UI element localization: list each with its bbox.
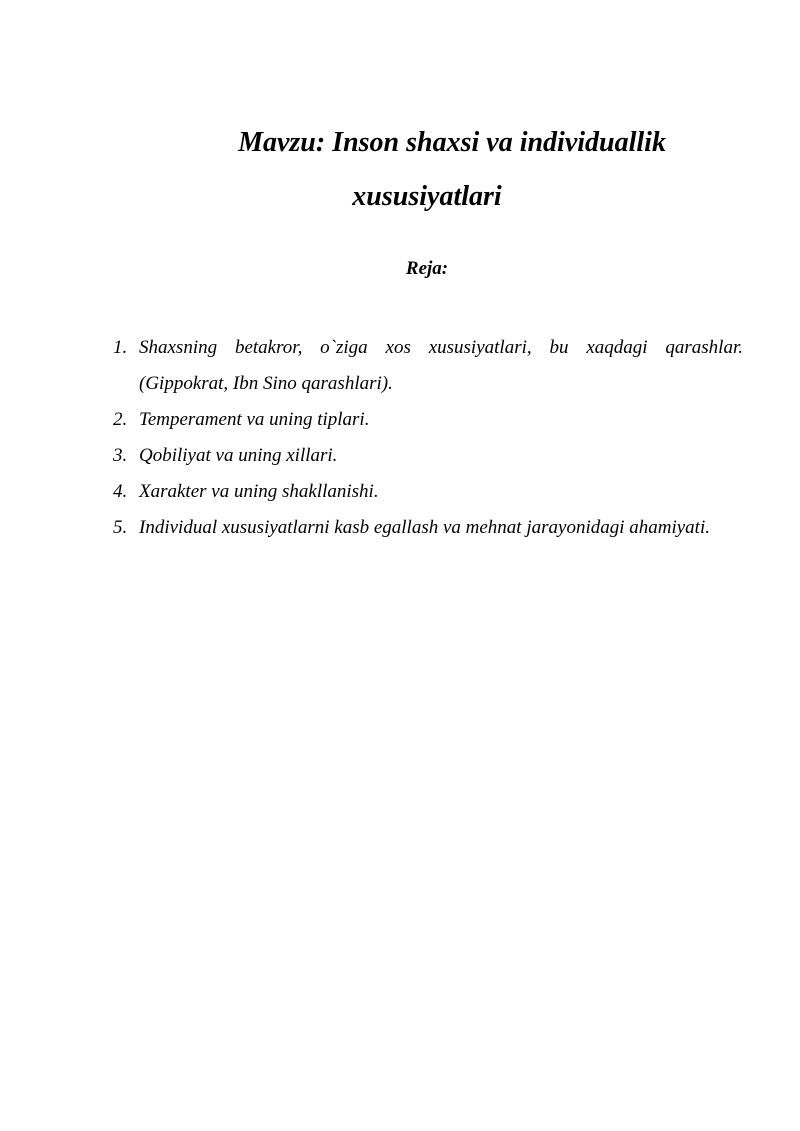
plan-item-number: 1.: [113, 337, 128, 358]
plan-item-text: Temperament va uning tiplari.: [139, 409, 370, 430]
document-title-line-1: Mavzu: Inson shaxsi va individuallik: [238, 127, 666, 158]
plan-item-number: 3.: [113, 445, 128, 466]
plan-list: [113, 330, 743, 546]
plan-item-4: [113, 474, 743, 510]
plan-heading: Reja:: [405, 258, 449, 279]
plan-item-5: [113, 510, 743, 546]
plan-item-number: 2.: [113, 409, 128, 430]
plan-item-3: [113, 438, 743, 474]
plan-item-text: Qobiliyat va uning xillari.: [139, 445, 338, 466]
plan-item-text: Individual xususiyatlarni kasb egallash va mehnat jarayonidagi ahamiyati.: [139, 517, 710, 538]
plan-item-number: 4.: [113, 481, 128, 502]
plan-item-number: 5.: [113, 517, 128, 538]
plan-item-text: Shaxsning betakror, o`ziga xos xususiyatlari, bu xaqdagi qarashlar. (Gippokrat, Ibn Sino qarashlari).: [139, 337, 743, 394]
plan-item-1: [113, 330, 743, 402]
plan-item-text: Xarakter va uning shakllanishi.: [139, 481, 379, 502]
document-title-line-2: xususiyatlari: [352, 181, 502, 212]
plan-item-2: [113, 402, 743, 438]
